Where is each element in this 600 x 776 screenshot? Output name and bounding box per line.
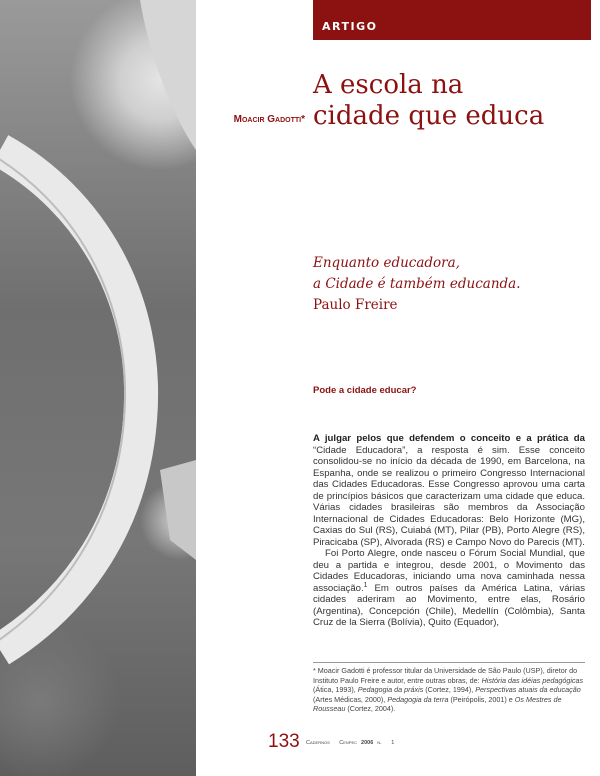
book-title: História das idéias pedagógicas [481,675,584,685]
paragraph-text: “Cidade Educadora”, a resposta é sim. Esse conceito consolidou-se no início da década de 1990, em Barcelona, na Espanha, onde se realizou o primeiro Congresso Internacional das Cidades Educadoras. Esse Congresso aprovou uma carta de princípios básicos que caracterizam uma cidade que educa. Várias cidades brasileiras são membros da Associação Internacional de Cidades Educadoras: Belo Horizonte (MG), Caxias do Sul (RS), Cuiabá (MT), Pilar (PB), Porto Alegre (RS), Piracicaba (SP), Alvorada (RS) e Campo Novo do Parecis (MT). [313,444,585,548]
paragraph [313,433,585,548]
footnote-ref[interactable]: 1 [363,581,368,589]
author-name: Moacir Gadotti* [233,114,305,125]
epigraph-line: Enquanto educadora, [313,255,460,271]
paragraph [313,548,585,629]
footnote-text: (Peirópolis, 2001) e [448,694,515,704]
footnote-text: Moacir Gadotti é professor titular da Universidade de São Paulo (USP), diretor do Instituto Paulo Freire e autor, entre outras obras, de: [313,666,578,685]
footnote-text: (Artes Médicas, 2000), [313,694,388,704]
cover-photo [0,0,196,776]
book-title: Pedagogia da terra [387,694,449,704]
journal-issue: n. 1 [377,740,395,746]
paragraph-text: Foi Porto Alegre, onde nasceu o Fórum Social Mundial, que deu a partida e integrou, desde 2001, o Movimento das Cidades Educadoras, iniciando uma nova caminhada nessa associação. [313,548,585,594]
section-banner [313,0,591,40]
lead-in: A julgar pelos que defendem o conceito e a prática da [313,433,585,444]
epigraph-line: a Cidade é também educanda. [313,276,521,292]
page-number: 133 [268,731,300,752]
book-title: Pedagogia da práxis [357,685,424,695]
epigraph-attribution: Paulo Freire [313,297,398,313]
footnote-text: (Cortez, 2004). [345,704,396,714]
journal-year: 2006 [361,740,374,746]
footnote [313,666,588,714]
footnote-text: (Cortez, 1994), [423,685,476,695]
journal-info [306,740,394,746]
footnote-marker: * [313,666,316,675]
paragraph-text: Em outros países da América Latina, várias cidades aderiram ao Movimento, entre elas, Rosário (Argentina), Concepción (Chile), Medellín (Colômbia), Santa Cruz de la Sierra (Bolívia), Quito (Equador), [313,582,585,628]
title-line: cidade que educa [313,101,545,131]
title-line: A escola na [313,70,464,100]
epigraph [313,253,521,316]
journal-name: Cadernos Cenpec [306,740,358,746]
book-title: Perspectivas atuais da educação [475,685,581,695]
section-label: ARTIGO [322,20,378,33]
article-body [313,433,585,629]
footnote-divider [313,662,585,663]
footnote-text: (Ática, 1993), [313,685,358,695]
article-title [313,70,544,132]
book-title: Os Mestres de Rousseau [313,694,562,714]
pavement-arc-graphic [0,0,196,776]
section-heading: Pode a cidade educar? [313,385,417,396]
